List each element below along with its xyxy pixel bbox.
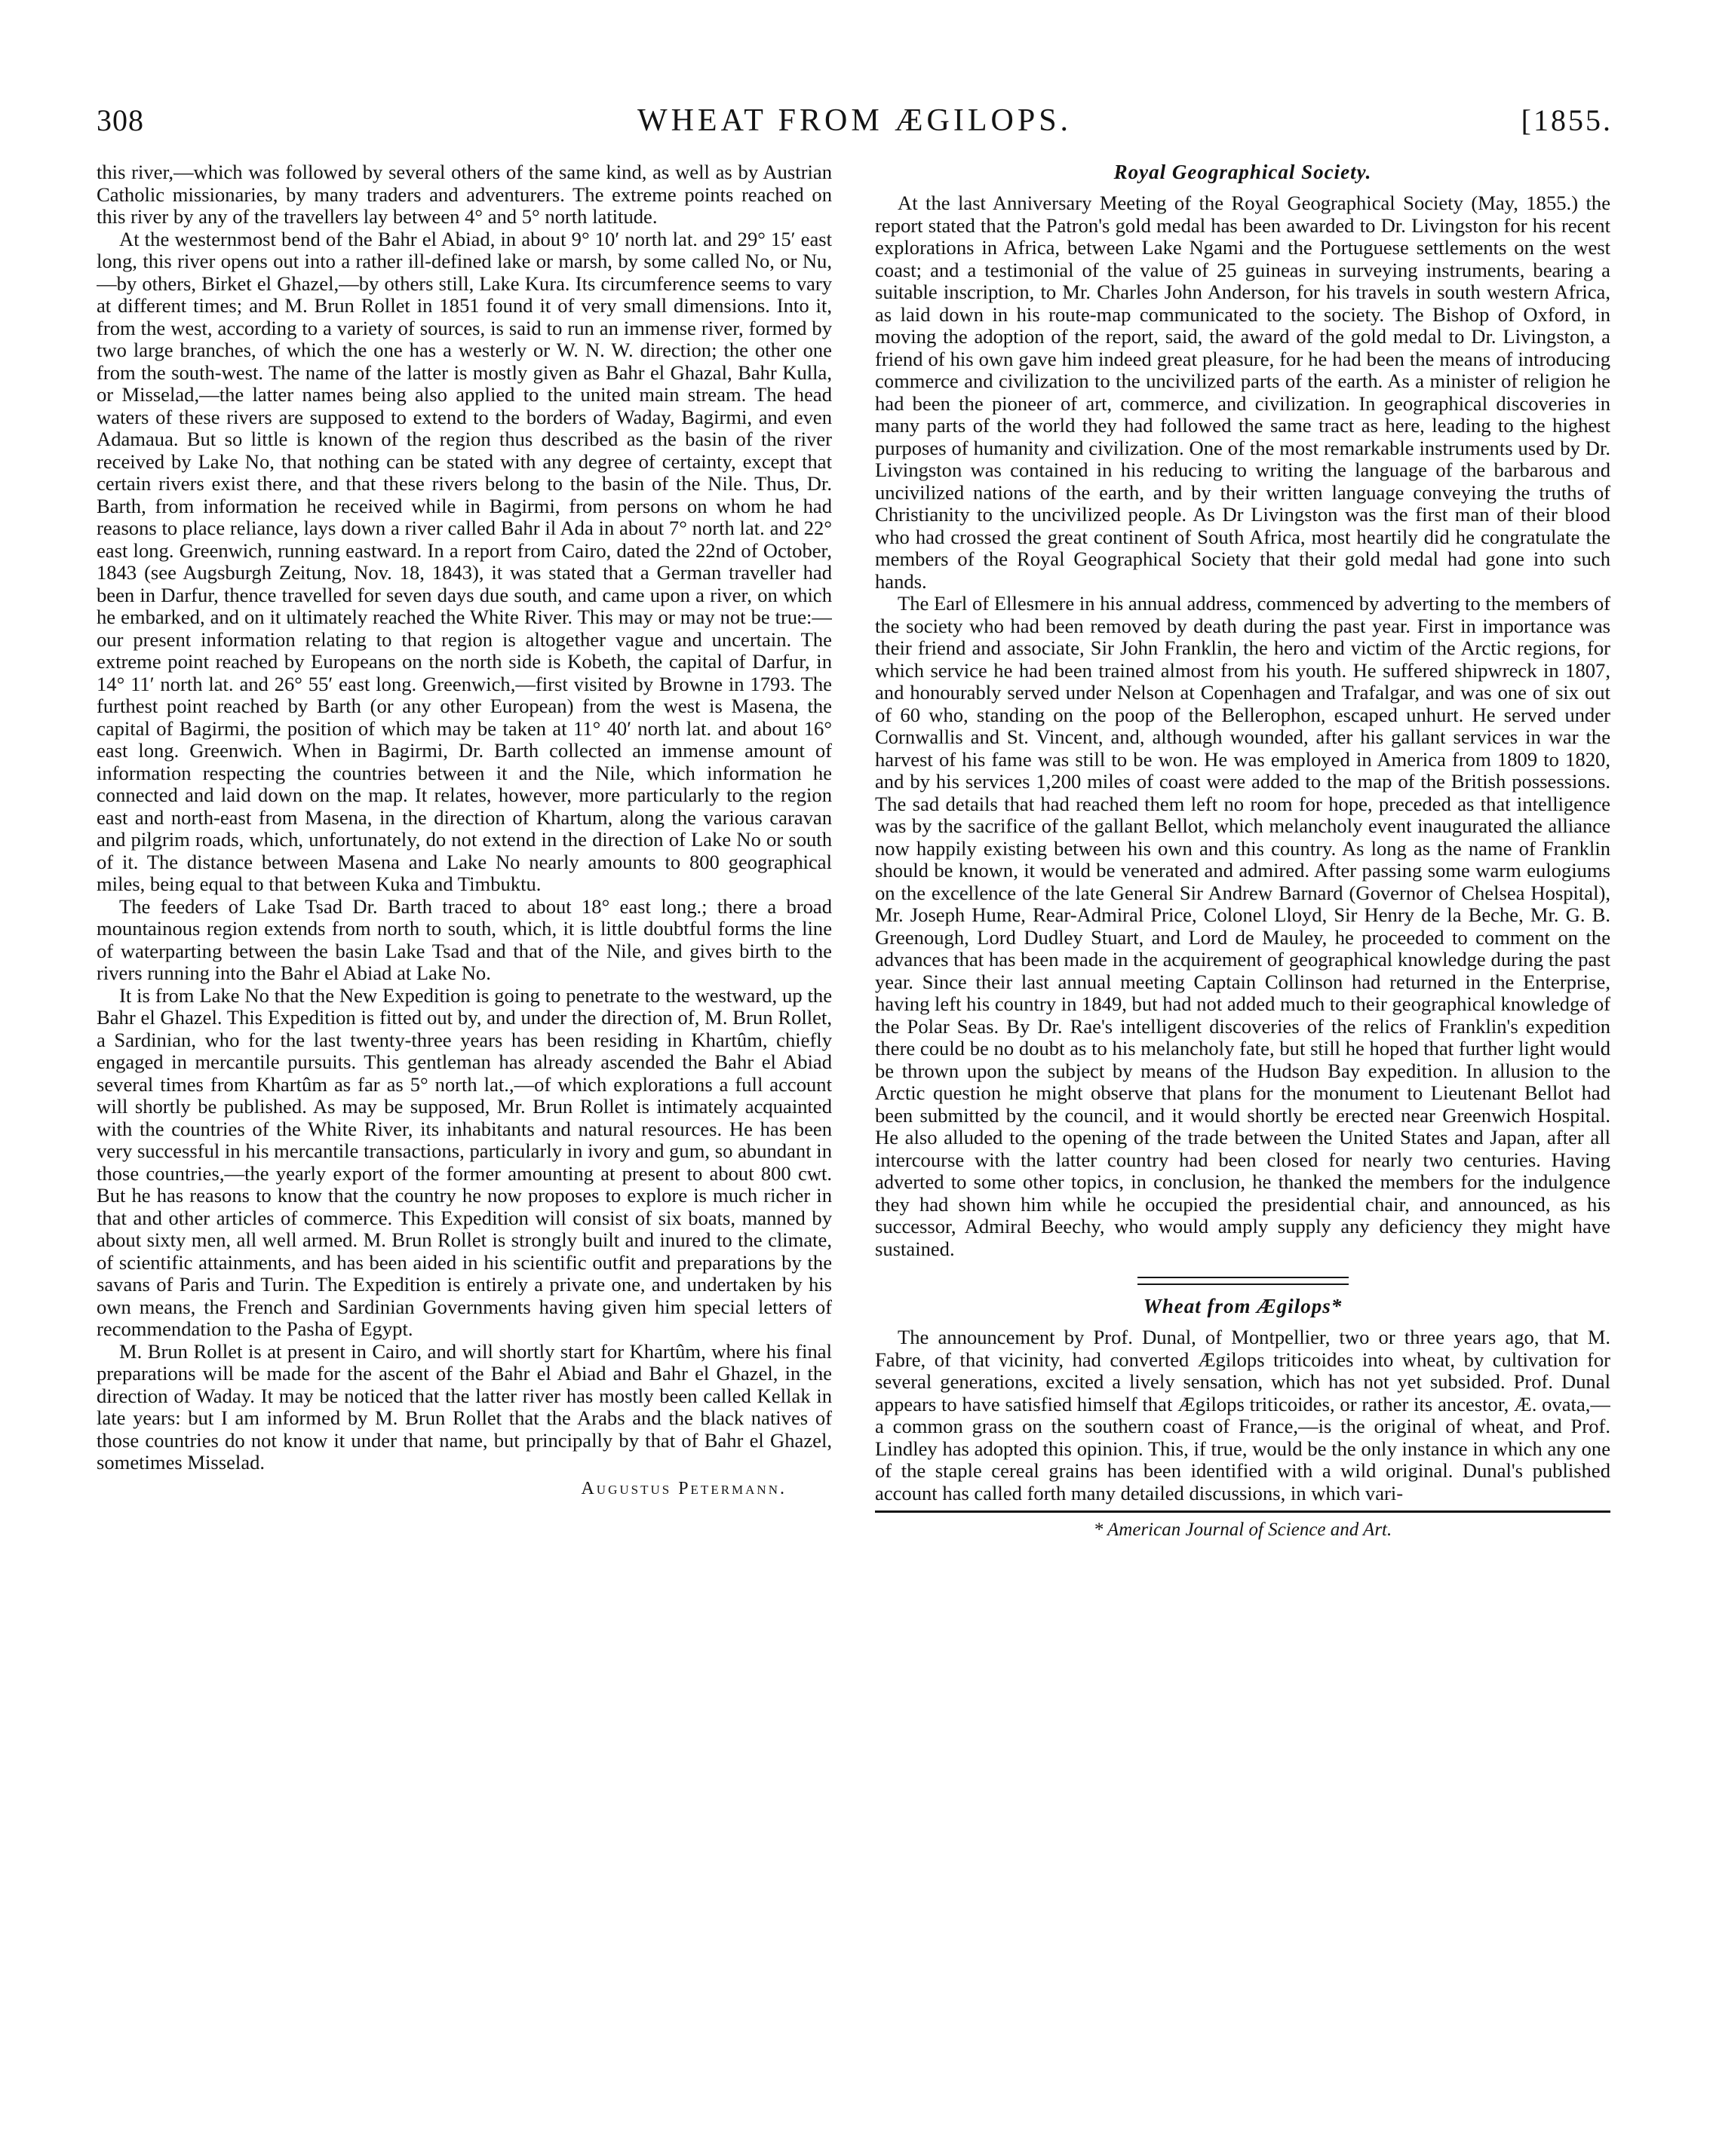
left-column [97, 161, 832, 2130]
running-year: [1855. [1521, 103, 1613, 137]
paragraph: The announcement by Prof. Dunal, of Montpellier, two or three years ago, that M. Fabre, of that vicinity, had converted Ægilops triticoides into wheat, by cultivation for several generations, excited a lively sensation, which has not yet subsided. Prof. Dunal appears to have satisfied himself that Ægilops triticoides, or rather its ancestor, Æ. ovata,—a common grass on the southern coast of France,—is the original of wheat, and Prof. Lindley has adopted this opinion. This, if true, would be the only instance in which any one of the staple cereal grains has been identified with a wild original. Dunal's published account has called forth many detailed discussions, in which vari- [875, 1326, 1610, 1504]
paragraph: It is from Lake No that the New Expedition is going to penetrate to the westward, up the Bahr el Ghazel. This Expedition is fitted out by, and under the direction of, M. Brun Rollet, a Sardinian, who for the last twenty-three years has been residing in Khartûm, chiefly engaged in mercantile pursuits. This gentleman has already ascended the Bahr el Abiad several times from Khartûm as far as 5° north lat.,—of which explorations a full account will shortly be published. As may be supposed, Mr. Brun Rollet is intimately acquainted with the countries of the White River, its inhabitants and natural resources. He has been very successful in his mercantile transactions, particularly in ivory and gum, so abundant in those countries,—the yearly export of the former amounting at present to about 800 cwt. But he has reasons to know that the country he now proposes to explore is much richer in that and other articles of commerce. This Expedition will consist of six boats, manned by about sixty men, all well armed. M. Brun Rollet is strongly built and inured to the climate, of scientific attainments, and has been aided in his scientific outfit and preparations by the savans of Paris and Turin. The Expedition is entirely a private one, and undertaken by his own means, the French and Sardinian Governments having given him special letters of recommendation to the Pasha of Egypt. [97, 983, 832, 1340]
author-signature: Augustus Petermann. [581, 1478, 787, 1498]
page-number: 308 [97, 103, 144, 137]
paragraph: At the last Anniversary Meeting of the Royal Geographical Society (May, 1855.) the report stated that the Patron's gold medal has been awarded to Dr. Livingston for his recent explorations in Africa, between Lake Ngami and the Portuguese settlements on the west coast; and a testimonial of the value of 25 guineas in surveying instruments, bearing a suitable inscription, to Mr. Charles John Anderson, for his travels in south western Africa, as laid down in his route-map communicated to the society. The Bishop of Oxford, in moving the adoption of the report, said, the award of the gold medal to Dr. Livingston, a friend of his own gave him indeed great pleasure, for he had been the means of introducing commerce and civilization to the uncivilized parts of the earth. As a minister of religion he had been the pioneer of art, commerce, and civilization. In geographical discoveries in many parts of the world they had followed the same tract as here, leading to the highest purposes of humanity and civilization. One of the most remarkable instruments used by Dr. Livingston was contained in his reducing to writing the language of the barbarous and uncivilized nations of the earth, and by their written language conveying the truths of Christianity to the uncivilized people. As Dr Livingston was the first man of their blood who had crossed the great continent of South Africa, most heartily did he congratulate the members of the Royal Geographical Society that their gold medal had gone into such hands. [875, 192, 1610, 593]
section-title-wheat-from-aegilops: Wheat from Ægilops* [1143, 1295, 1343, 1317]
paragraph: The Earl of Ellesmere in his annual address, commenced by adverting to the members of the society who had been removed by death during the past year. First in importance was their friend and associate, Sir John Franklin, the hero and victim of the Arctic regions, for which service he had been trained almost from his youth. He suffered shipwreck in 1807, and honourably served under Nelson at Copenhagen and Trafalgar, and was one of six out of 60 who, standing on the poop of the Bellerophon, escaped unhurt. He served under Cornwallis and St. Vincent, and, although wounded, after his gallant services in war the harvest of his fame was still to be won. He was employed in America from 1809 to 1820, and by his services 1,200 miles of coast were added to the map of the British possessions. The sad details that had reached them left no room for hope, preceded as that intelligence was by the sacrifice of the gallant Bellot, which melancholy event inaugurated the alliance now happily existing between his own and this country. As long as the name of Franklin should be known, it would be venerated and admired. After passing some warm eulogiums on the excellence of the late General Sir Andrew Barnard (Governor of Chelsea Hospital), Mr. Joseph Hume, Rear-Admiral Price, Colonel Lloyd, Sir Henry de la Beche, Mr. G. B. Greenough, Lord Dudley Stuart, and Lord de Mauley, he proceeded to comment on the advances that has been made in the acquirement of geographical knowledge during the past year. Since their last annual meeting Captain Collinson had returned in the Enterprise, having left his country in 1849, but had not added much to their geographical knowledge of the Polar Seas. By Dr. Rae's intelligent discoveries of the relics of Franklin's expedition there could be no doubt as to his melancholy fate, but still he hoped that further light would be thrown upon the subject by means of the Hudson Bay expedition. In allusion to the Arctic question he might observe that plans for the monument to Lieutenant Bellot had been submitted by the council, and it would shortly be erected near Greenwich Hospital. He also alluded to the opening of the trade between the United States and Japan, after all intercourse with the latter country had been closed for nearly two centuries. Having adverted to some other topics, in conclusion, he thanked the members for the indulgence they had shown him while he occupied the presidential chair, and announced, as his successor, Admiral Beechy, who would amply supply any deficiency they might have sustained. [875, 592, 1610, 1260]
section-divider [1137, 1277, 1349, 1285]
paragraph: The feeders of Lake Tsad Dr. Barth traced to about 18° east long.; there a broad mountainous region extends from north to south, which, it is little doubtful forms the line of waterparting between the basin Lake Tsad and that of the Nile, and gives birth to the rivers running into the Bahr el Abiad at Lake No. [97, 894, 832, 984]
footnote-rule [875, 1510, 1610, 1513]
right-column [875, 161, 1610, 2130]
paragraph: this river,—which was followed by several others of the same kind, as well as by Austrian Catholic missionaries, by many traders and adventurers. The extreme points reached on this river by any of the travellers lay between 4° and 5° north latitude. [97, 161, 832, 228]
paragraph: M. Brun Rollet is at present in Cairo, and will shortly start for Khartûm, where his final preparations will be made for the ascent of the Bahr el Abiad and Bahr el Ghazel, in the direction of Waday. It may be noticed that the latter river has mostly been called Kellak in late years: but I am informed by M. Brun Rollet that the Arabs and the black natives of those countries do not know it under that name, but principally by that of Bahr el Ghazel, sometimes Misselad. [97, 1339, 832, 1474]
page-header [97, 103, 1613, 155]
running-title: WHEAT FROM ÆGILOPS. [637, 103, 1073, 138]
section-title-royal-geographical-society: Royal Geographical Society. [1113, 161, 1372, 183]
footnote: * American Journal of Science and Art. [1093, 1520, 1392, 1540]
paragraph: At the westernmost bend of the Bahr el Abiad, in about 9° 10′ north lat. and 29° 15′ east long, this river opens out into a rather ill-defined lake or marsh, by some called No, or Nu,—by others, Birket el Ghazel,—by others still, Lake Kura. Its circumference seems to vary at different times; and M. Brun Rollet in 1851 found it of very small dimensions. Into it, from the west, according to a variety of sources, is said to run an immense river, formed by two large branches, of which the one has a westerly or W. N. W. direction; the other one from the south-west. The name of the latter is mostly given as Bahr el Ghazal, Bahr Kulla, or Misselad,—the latter names being also applied to the united main stream. The head waters of these rivers are supposed to extend to the borders of Waday, Bagirmi, and even Adamaua. But so little is known of the region thus described as the basin of the river received by Lake No, that nothing can be stated with any degree of certainty, except that certain rivers exist there, and that these rivers belong to the basin of the Nile. Thus, Dr. Barth, from information he received while in Bagirmi, from persons on whom he had reasons to place reliance, lays down a river called Bahr il Ada in about 7° north lat. and 22° east long. Greenwich, running eastward. In a report from Cairo, dated the 22nd of October, 1843 (see Augsburgh Zeitung, Nov. 18, 1843), it was stated that a German traveller had been in Darfur, thence travelled for seven days due south, and came upon a river, on which he embarked, and on it ultimately reached the White River. This may or may not be true:—our present information relating to that region is altogether vague and uncertain. The extreme point reached by Europeans on the north side is Kobeth, the capital of Darfur, in 14° 11′ north lat. and 26° 55′ east long. Greenwich,—first visited by Browne in 1793. The furthest point reached by Barth (or any other European) from the west is Masena, the capital of Bagirmi, the position of which may be taken at 11° 40′ north lat. and about 16° east long. Greenwich. When in Bagirmi, Dr. Barth collected an immense amount of information respecting the countries between it and the Nile, which information he connected and laid down on the map. It relates, however, more particularly to the region east and north-east from Masena, in the direction of Khartum, along the various caravan and pilgrim roads, which, unfortunately, do not extend in the direction of Lake No or south of it. The distance between Masena and Lake No nearly amounts to 800 geographical miles, being equal to that between Kuka and Timbuktu. [97, 227, 832, 895]
